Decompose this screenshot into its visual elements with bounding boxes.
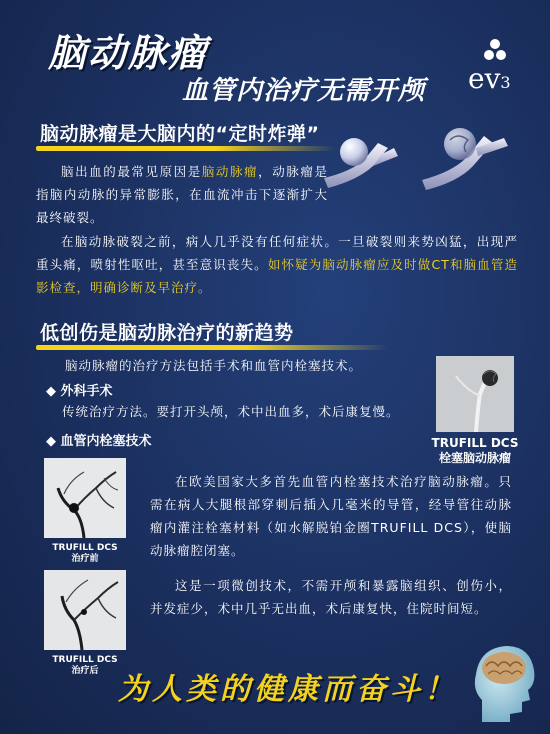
section2-heading: 低创伤是脑动脉治疗的新趋势 <box>40 322 294 344</box>
figure-before-treatment <box>44 458 126 538</box>
figure-right-caption: TRUFILL DCS 栓塞脑动脉瘤 <box>431 436 519 465</box>
figure-before-caption: TRUFILL DCS 治疗前 <box>52 543 118 564</box>
figure-embolized-aneurysm <box>436 356 514 432</box>
logo-text: ev3 <box>468 62 511 95</box>
figure-after-treatment <box>44 570 126 650</box>
head-brain-icon <box>470 640 538 724</box>
page-subtitle: 血管内治疗无需开颅 <box>182 76 426 106</box>
section1-paragraph2: 在脑动脉破裂之前，病人几乎没有任何症状。一旦破裂则来势凶猛，出现严重头痛，喷射性呕吐，甚至意识丧失。如怀疑为脑动脉瘤应及时做CT和脑血管造影检查，明确诊断及早治疗。 <box>36 234 518 295</box>
section1-heading: 脑动脉瘤是大脑内的“定时炸弹” <box>40 123 320 145</box>
logo-dots-icon <box>480 38 510 64</box>
page-title: 脑动脉瘤 <box>48 31 209 75</box>
section2-paragraph-embolization: 在欧美国家大多首先血管内栓塞技术治疗脑动脉瘤。只需在病人大腿根部穿刺后插入几毫米的导管，经导管往动脉瘤内灌注栓塞材料（如水解脱铂金圈TRUFILL DCS），使脑动脉瘤腔闭塞。 <box>150 474 512 558</box>
section1-underline <box>36 146 336 151</box>
bullet-surgery: ◆ 外科手术 <box>46 384 113 399</box>
section1-paragraph1: 脑出血的最常见原因是脑动脉瘤，动脉瘤是指脑内动脉的异常膨胀，在血流冲击下逐渐扩大最终破裂。 <box>36 164 328 225</box>
section2-underline <box>36 345 388 350</box>
aneurysm-illustration <box>318 118 528 198</box>
ev3-logo <box>466 36 526 95</box>
bullet-embolization: ◆ 血管内栓塞技术 <box>46 434 152 449</box>
angiogram-image <box>436 356 514 432</box>
figure-after-caption: TRUFILL DCS 治疗后 <box>52 655 118 676</box>
section2-intro: 脑动脉瘤的治疗方法包括手术和血管内栓塞技术。 <box>65 358 363 373</box>
bullet-surgery-text: 传统治疗方法。要打开头颅，术中出血多，术后康复慢。 <box>62 404 400 419</box>
angiogram-after-image <box>44 570 126 650</box>
angiogram-before-image <box>44 458 126 538</box>
slogan: 为人类的健康而奋斗！ <box>118 672 458 707</box>
section2-paragraph-minimally-invasive: 这是一项微创技术，不需开颅和暴露脑组织、创伤小，并发症少，术中几乎无出血，术后康复快，住院时间短。 <box>150 578 512 616</box>
